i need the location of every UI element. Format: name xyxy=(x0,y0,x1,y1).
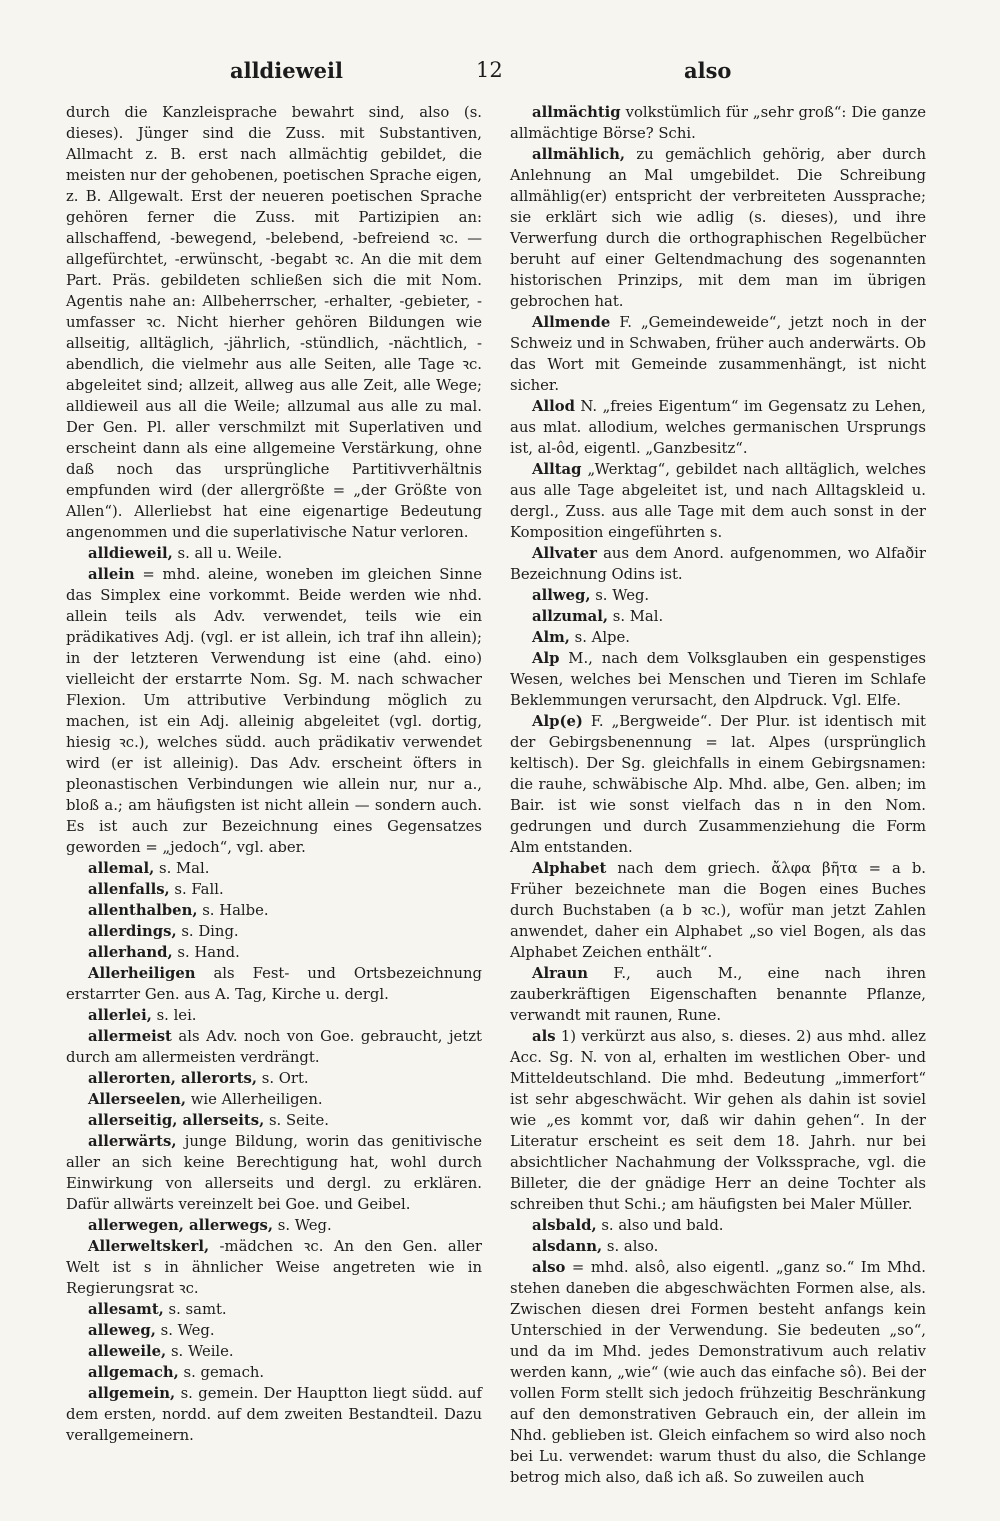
headword: allerwärts, xyxy=(88,1133,177,1150)
entry-text: s. gemach. xyxy=(183,1364,265,1381)
entry-text: = mhd. alsô, also eigentl. „ganz so.“ Im Mhd. stehen daneben die abgeschwächten Formen alse, als. Zwischen diesen drei Formen besteht anfangs kein Unterschied in der Verwendung. Sie bedeuten „so“, und da im Mhd. jedes Demonstrativum auch relativ werden kann, „wie“ (wie auch das einfache sô). Bei der vollen Form stellt sich jedoch frühzeitig Beschränkung auf den demonstrativen Gebrauch ein, der allein im Nhd. geblieben ist. Gleich einfachem so wird also noch bei Lu. verwendet: warum thust du also, die Schlange betrog mich also, daß ich aß. So zuweilen auch xyxy=(510,1259,926,1486)
dictionary-entry xyxy=(510,648,926,711)
entry-text: s. samt. xyxy=(168,1301,227,1318)
headword: Alp(e) xyxy=(532,713,583,730)
headword: Allod xyxy=(532,398,575,415)
entry-text: volkstümlich für „sehr groß“: Die ganze allmächtige Börse? Schi. xyxy=(510,104,926,142)
dictionary-entry xyxy=(66,1110,482,1131)
entry-text: als Adv. noch von Goe. gebraucht, jetzt durch am allermeisten verdrängt. xyxy=(66,1028,482,1066)
headword: allmählich, xyxy=(532,146,625,163)
headword: allein xyxy=(88,566,135,583)
dictionary-entry xyxy=(66,1236,482,1299)
entry-text: s. also. xyxy=(606,1238,659,1255)
headword: allermeist xyxy=(88,1028,172,1045)
entry-text: s. Fall. xyxy=(174,881,224,898)
entry-text: s. Halbe. xyxy=(202,902,269,919)
headword: allerlei, xyxy=(88,1007,152,1024)
headword: alsbald, xyxy=(532,1217,597,1234)
dictionary-entry xyxy=(66,564,482,858)
headword: alleweg, xyxy=(88,1322,156,1339)
dictionary-entry xyxy=(510,312,926,396)
headword: allesamt, xyxy=(88,1301,164,1318)
headword: Alraun xyxy=(532,965,589,982)
dictionary-entry xyxy=(66,1005,482,1026)
entry-text: nach dem griech. ἄλφα βῆτα = a b. Früher bezeichnete man die Bogen eines Buches durch Buchstaben (a b ꝛc.), wofür man jetzt Zahlen anwendet, daher ein Alphabet „so viel Bogen, als das Alphabet Zeichen enthält“. xyxy=(510,860,926,961)
dictionary-entry xyxy=(510,102,926,144)
headword: allzumal, xyxy=(532,608,609,625)
headword: Alm, xyxy=(532,629,570,646)
headword: Allerweltskerl, xyxy=(88,1238,210,1255)
page-header xyxy=(0,58,1000,88)
headword: allerseitig, allerseits, xyxy=(88,1112,265,1129)
dictionary-entry xyxy=(66,879,482,900)
dictionary-entry xyxy=(66,1341,482,1362)
headword: Alp xyxy=(532,650,560,667)
entry-text: s. Weg. xyxy=(595,587,650,604)
entry-text: F. „Gemeindeweide“, jetzt noch in der Schweiz und in Schwaben, früher auch anderwärts. Ob das Wort mit Gemeinde zusammenhängt, ist nicht sicher. xyxy=(510,314,926,394)
entry-text: zu gemächlich gehörig, aber durch Anlehnung an Mal umgebildet. Die Schreibung allmählig(er) entspricht der verbreiteten Aussprache; sie erklärt sich wie adlig (s. dieses), und ihre Verwerfung durch die orthographischen Regelbücher beruht auf einer Geltendmachung des sogenannten historischen Prinzips, mit dem man im übrigen gebrochen hat. xyxy=(510,146,926,310)
dictionary-entry xyxy=(66,942,482,963)
headword: also xyxy=(532,1259,566,1276)
dictionary-entry xyxy=(66,543,482,564)
entry-text: s. also und bald. xyxy=(601,1217,724,1234)
headword: allmächtig xyxy=(532,104,621,121)
running-head-left: alldieweil xyxy=(230,58,343,83)
headword: Allvater xyxy=(532,545,597,562)
dictionary-entry xyxy=(510,585,926,606)
dictionary-entry xyxy=(510,627,926,648)
headword: Alphabet xyxy=(532,860,607,877)
entry-text: F., auch M., eine nach ihren zauberkräftigen Eigenschaften benannte Pflanze, verwandt mit raunen, Rune. xyxy=(510,965,926,1024)
dictionary-entry xyxy=(66,1215,482,1236)
dictionary-entry xyxy=(510,1236,926,1257)
entry-text: s. Mal. xyxy=(158,860,210,877)
entry-text: aus dem Anord. aufgenommen, wo Alfaðir Bezeichnung Odins ist. xyxy=(510,545,926,583)
entry-text: F. „Bergweide“. Der Plur. ist identisch mit der Gebirgsbenennung = lat. Alpes (ursprünglich keltisch). Der Sg. gleichfalls in einem Gebirgsnamen: die rauhe, schwäbische Alp. Mhd. albe, Gen. alben; im Bair. ist wie sonst vielfach das n in den Nom. gedrungen und durch Zusammenziehung die Form Alm entstanden. xyxy=(510,713,926,856)
headword: allerorten, allerorts, xyxy=(88,1070,258,1087)
entry-text: s. Mal. xyxy=(612,608,664,625)
headword: allenthalben, xyxy=(88,902,198,919)
entry-text: s. Hand. xyxy=(177,944,240,961)
dictionary-entry xyxy=(66,921,482,942)
dictionary-entry: durch die Kanzleisprache bewahrt sind, also (s. dieses). Jünger sind die Zuss. mit Substantiven, Allmacht z. B. erst nach allmächtig gebildet, die meisten nur der gehobenen, poetischen Sprache eigen, z. B. Allgewalt. Erst der neueren poetischen Sprache gehören ferner die Zuss. mit Partizipien an: allschaffend, -bewegend, -belebend, -befreiend ꝛc. — allgefürchtet, -erwünscht, -begabt ꝛc. An die mit dem Part. Präs. gebildeten schließen sich die mit Nom. Agentis nahe an: Allbeherrscher, -erhalter, -gebieter, -umfasser ꝛc. Nicht hierher gehören Bildungen wie allseitig, alltäglich, -jährlich, -stündlich, -nächtlich, -abendlich, die vielmehr aus alle Seiten, alle Tage ꝛc. abgeleitet sind; allzeit, allweg aus alle Zeit, alle Wege; alldieweil aus all die Weile; allzumal aus alle zu mal. Der Gen. Pl. aller verschmilzt mit Superlativen und erscheint dann als eine allgemeine Verstärkung, ohne daß noch das ursprüngliche Partitivverhältnis empfunden wird (der allergrößte = „der Größte von Allen“). Allerliebst hat eine eigenartige Bedeutung angenommen und die superlativische Natur verloren. xyxy=(66,104,482,541)
left-column xyxy=(66,102,482,1446)
entry-text: s. Weg. xyxy=(277,1217,332,1234)
right-column xyxy=(510,102,926,1488)
headword: Allerseelen, xyxy=(88,1091,187,1108)
entry-text: M., nach dem Volksglauben ein gespenstiges Wesen, welches bei Menschen und Tieren im Schlafe Beklemmungen verursacht, den Alpdruck. Vgl. Elfe. xyxy=(510,650,926,709)
headword: alsdann, xyxy=(532,1238,603,1255)
entry-text: junge Bildung, worin das genitivische aller an sich keine Berechtigung hat, wohl durch Einwirkung von allerseits und dergl. zu erklären. Dafür allwärts vereinzelt bei Goe. und Geibel. xyxy=(66,1133,482,1213)
dictionary-entry xyxy=(66,1068,482,1089)
entry-text: s. all u. Weile. xyxy=(177,545,283,562)
dictionary-entry xyxy=(510,144,926,312)
entry-text: s. Weile. xyxy=(170,1343,234,1360)
entry-text: = mhd. aleine, woneben im gleichen Sinne das Simplex eine vorkommt. Beide werden wie nhd. allein teils als Adv. verwendet, teils wie ein prädikatives Adj. (vgl. er ist allein, ich traf ihn allein); in der letzteren Verwendung ist eine (ahd. eino) vielleicht der erstarrte Nom. Sg. M. nach schwacher Flexion. Um attributive Verbindung möglich zu machen, ist ein Adj. alleinig abgeleitet (vgl. dortig, hiesig ꝛc.), welches südd. auch prädikativ verwendet wird (er ist alleinig). Das Adv. erscheint öfters in pleonastischen Verbindungen wie allein nur, nur a., bloß a.; am häufigsten ist nicht allein — sondern auch. Es ist auch zur Bezeichnung eines Gegensatzes geworden = „jedoch“, vgl. aber. xyxy=(66,566,482,856)
entry-text: als Fest- und Ortsbezeichnung erstarrter Gen. aus A. Tag, Kirche u. dergl. xyxy=(66,965,482,1003)
headword: Allmende xyxy=(532,314,611,331)
page-number: 12 xyxy=(476,58,503,82)
dictionary-entry xyxy=(510,543,926,585)
headword: Allerheiligen xyxy=(88,965,196,982)
dictionary-entry xyxy=(510,1257,926,1488)
dictionary-entry xyxy=(510,711,926,858)
dictionary-entry xyxy=(510,606,926,627)
headword: Alltag xyxy=(532,461,582,478)
headword: allgemein, xyxy=(88,1385,176,1402)
dictionary-entry xyxy=(66,1299,482,1320)
dictionary-entry xyxy=(66,1026,482,1068)
entry-text: 1) verkürzt aus also, s. dieses. 2) aus mhd. allez Acc. Sg. N. von al, erhalten im westlichen Ober- und Mitteldeutschland. Die mhd. Bedeutung „immerfort“ ist sehr abgeschwächt. Wir gehen als dahin ist soviel wie „es kommt vor, daß wir dahin gehen“. In der Literatur erscheint es seit dem 18. Jahrh. nur bei absichtlicher Nachahmung der Volkssprache, vgl. die Billeter, die der gnädige Herr an deine Tochter als schreiben thut Schi.; am häufigsten bei Maler Müller. xyxy=(510,1028,926,1213)
dictionary-entry xyxy=(66,1362,482,1383)
headword: allerdings, xyxy=(88,923,177,940)
headword: alleweile, xyxy=(88,1343,167,1360)
dictionary-entry xyxy=(510,963,926,1026)
dictionary-entry xyxy=(510,858,926,963)
dictionary-entry xyxy=(66,1089,482,1110)
entry-text: s. Weg. xyxy=(160,1322,215,1339)
entry-text: s. Ding. xyxy=(181,923,239,940)
dictionary-entry xyxy=(510,1026,926,1215)
dictionary-entry xyxy=(66,900,482,921)
headword: alldieweil, xyxy=(88,545,173,562)
entry-text: s. gemein. Der Hauptton liegt südd. auf dem ersten, nordd. auf dem zweiten Bestandteil. Dazu verallgemeinern. xyxy=(66,1385,482,1444)
entry-text: s. lei. xyxy=(156,1007,197,1024)
entry-text: -mädchen ꝛc. An den Gen. aller Welt ist s in ähnlicher Weise angetreten wie in Regierungsrat ꝛc. xyxy=(66,1238,482,1297)
entry-text: „Werktag“, gebildet nach alltäglich, welches aus alle Tage abgeleitet ist, und nach Alltagskleid u. dergl., Zuss. aus alle Tage mit dem auch sonst in der Komposition eingeführten s. xyxy=(510,461,926,541)
running-head-right: also xyxy=(684,58,732,83)
headword: allerwegen, allerwegs, xyxy=(88,1217,274,1234)
headword: allerhand, xyxy=(88,944,173,961)
dictionary-entry xyxy=(510,459,926,543)
headword: allweg, xyxy=(532,587,591,604)
headword: als xyxy=(532,1028,556,1045)
entry-text: wie Allerheiligen. xyxy=(190,1091,323,1108)
dictionary-entry xyxy=(66,1383,482,1446)
entry-text: s. Seite. xyxy=(268,1112,329,1129)
headword: allenfalls, xyxy=(88,881,170,898)
headword: allemal, xyxy=(88,860,155,877)
dictionary-entry xyxy=(510,396,926,459)
entry-text: s. Alpe. xyxy=(574,629,630,646)
dictionary-entry xyxy=(66,963,482,1005)
dictionary-entry xyxy=(66,1320,482,1341)
dictionary-entry xyxy=(66,1131,482,1215)
headword: allgemach, xyxy=(88,1364,179,1381)
entry-text: s. Ort. xyxy=(261,1070,309,1087)
dictionary-entry xyxy=(66,858,482,879)
entry-text: N. „freies Eigentum“ im Gegensatz zu Lehen, aus mlat. allodium, welches germanischen Ursprungs ist, al-ôd, eigentl. „Ganzbesitz“. xyxy=(510,398,926,457)
dictionary-entry xyxy=(510,1215,926,1236)
